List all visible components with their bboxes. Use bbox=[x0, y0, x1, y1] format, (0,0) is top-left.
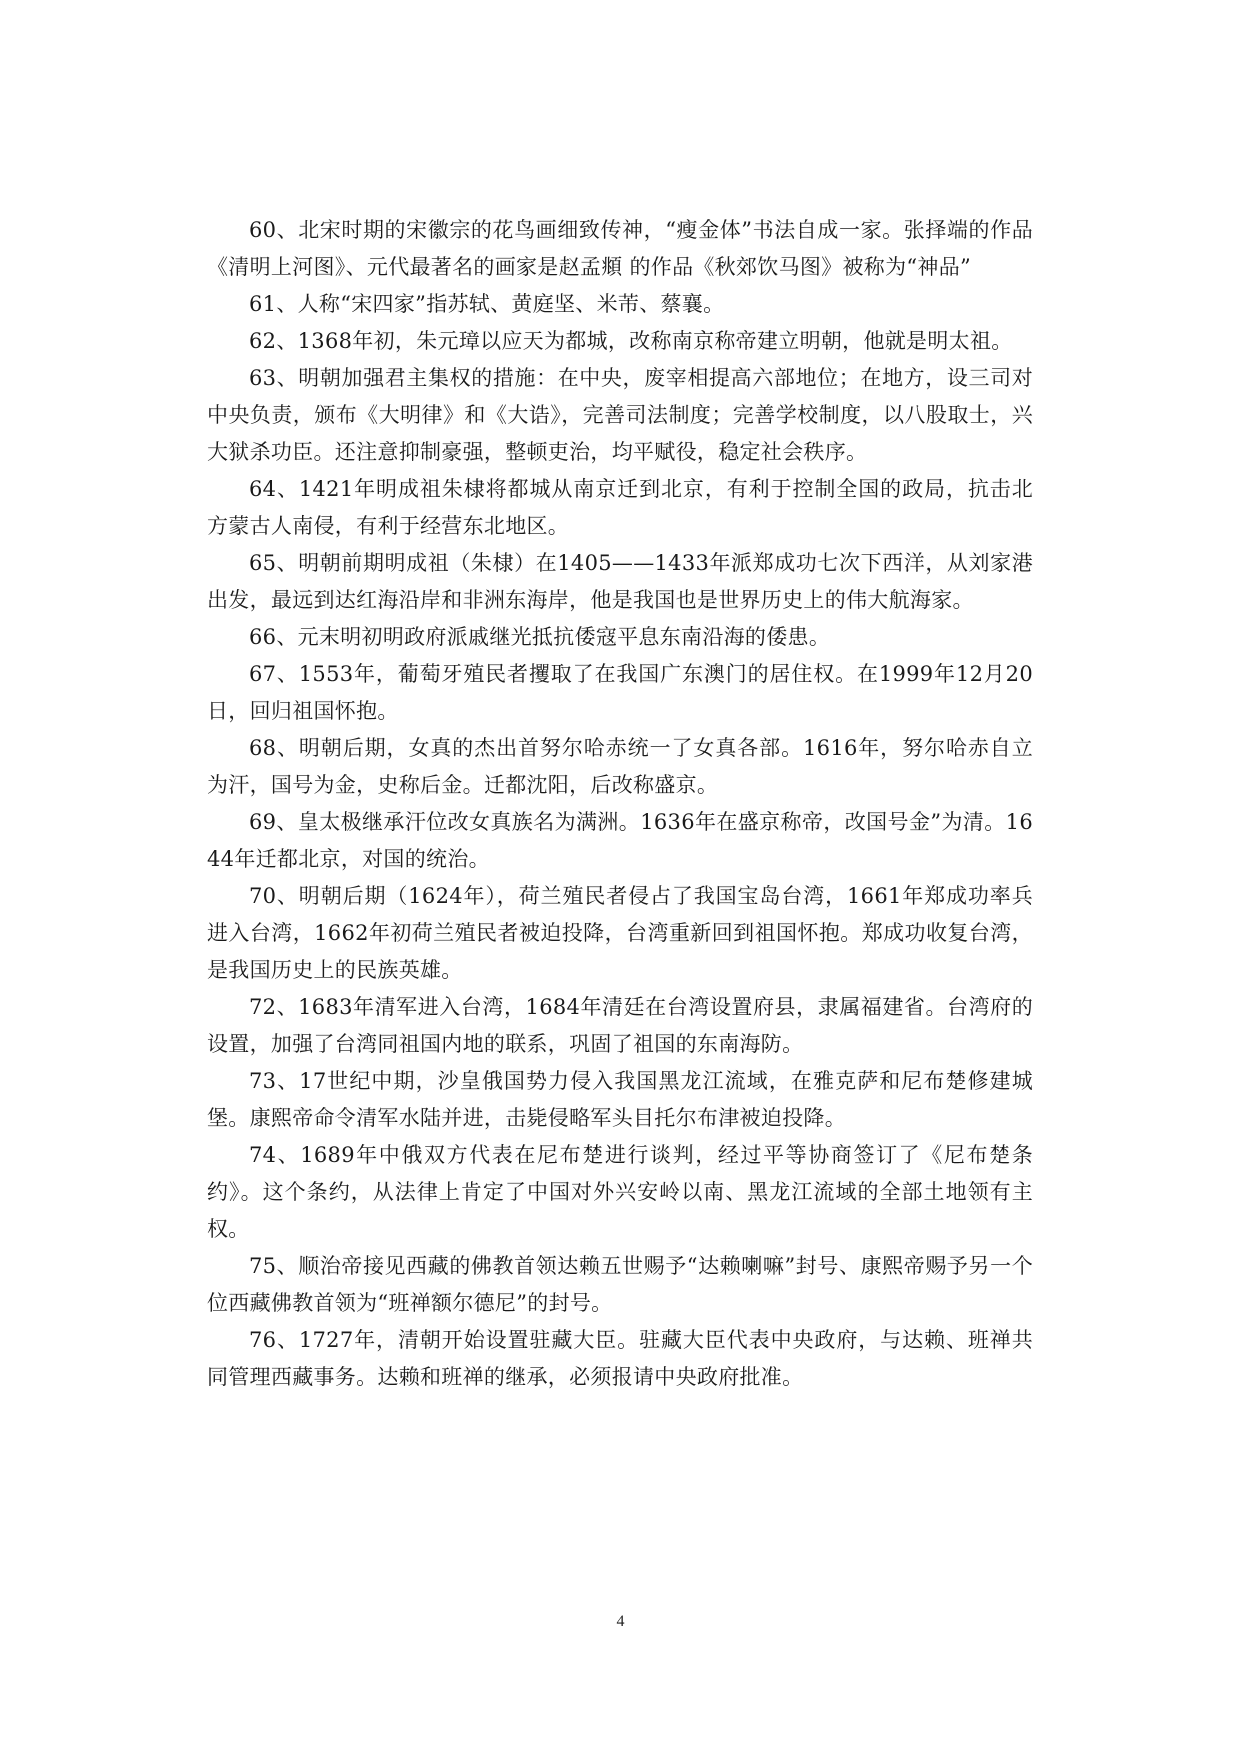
paragraph-62: 62、1368年初，朱元璋以应天为都城，改称南京称帝建立明朝，他就是明太祖。 bbox=[249, 329, 1013, 353]
paragraph-70: 70、明朝后期（1624年），荷兰殖民者侵占了我国宝岛台湾，1661年郑成功率兵进入台湾，1662年初荷兰殖民者被迫投降，台湾重新回到祖国怀抱。郑成功收复台湾，是我国历史上的民族英雄。 bbox=[207, 884, 1033, 982]
paragraph-74: 74、1689年中俄双方代表在尼布楚进行谈判，经过平等协商签订了《尼布楚条约》。这个条约，从法律上肯定了中国对外兴安岭以南、黑龙江流域的全部土地领有主权。 bbox=[207, 1143, 1033, 1241]
paragraph-60: 60、北宋时期的宋徽宗的花鸟画细致传神，“瘦金体”书法自成一家。张择端的作品《清明上河图》、元代最著名的画家是赵孟頫 的作品《秋郊饮马图》被称为“神品” bbox=[207, 218, 1033, 279]
paragraph-61: 61、人称“宋四家”指苏轼、黄庭坚、米芾、蔡襄。 bbox=[249, 292, 725, 316]
paragraph-76: 76、1727年，清朝开始设置驻藏大臣。驻藏大臣代表中央政府，与达赖、班禅共同管理西藏事务。达赖和班禅的继承，必须报请中央政府批准。 bbox=[207, 1328, 1033, 1389]
paragraph-73: 73、17世纪中期，沙皇俄国势力侵入我国黑龙江流域，在雅克萨和尼布楚修建城堡。康熙帝命令清军水陆并进，击毙侵略军头目托尔布津被迫投降。 bbox=[207, 1069, 1033, 1130]
paragraph-75: 75、顺治帝接见西藏的佛教首领达赖五世赐予“达赖喇嘛”封号、康熙帝赐予另一个位西藏佛教首领为“班禅额尔德尼”的封号。 bbox=[207, 1254, 1033, 1315]
paragraph-65: 65、明朝前期明成祖（朱棣）在1405——1433年派郑成功七次下西洋，从刘家港出发，最远到达红海沿岸和非洲东海岸，他是我国也是世界历史上的伟大航海家。 bbox=[207, 551, 1033, 612]
paragraph-72: 72、1683年清军进入台湾，1684年清廷在台湾设置府县，隶属福建省。台湾府的设置，加强了台湾同祖国内地的联系，巩固了祖国的东南海防。 bbox=[207, 995, 1033, 1056]
paragraph-69: 69、皇太极继承汗位改女真族名为满洲。1636年在盛京称帝，改国号金”为清。1644年迁都北京，对国的统治。 bbox=[207, 810, 1033, 871]
paragraph-64: 64、1421年明成祖朱棣将都城从南京迁到北京，有利于控制全国的政局，抗击北方蒙古人南侵，有利于经营东北地区。 bbox=[207, 477, 1033, 538]
paragraph-68: 68、明朝后期，女真的杰出首努尔哈赤统一了女真各部。1616年，努尔哈赤自立为汗，国号为金，史称后金。迁都沈阳，后改称盛京。 bbox=[207, 736, 1033, 797]
paragraph-63: 63、明朝加强君主集权的措施：在中央，废宰相提高六部地位；在地方，设三司对中央负责，颁布《大明律》和《大诰》，完善司法制度；完善学校制度，以八股取士，兴大狱杀功臣。还注意抑制豪强，整顿吏治，均平赋役，稳定社会秩序。 bbox=[207, 366, 1033, 464]
paragraph-66: 66、元末明初明政府派戚继光抵抗倭寇平息东南沿海的倭患。 bbox=[249, 625, 831, 649]
paragraph-67: 67、1553年，葡萄牙殖民者攫取了在我国广东澳门的居住权。在1999年12月20日，回归祖国怀抱。 bbox=[207, 662, 1033, 723]
document-body bbox=[207, 212, 1033, 1396]
page-number: 4 bbox=[616, 1613, 625, 1630]
